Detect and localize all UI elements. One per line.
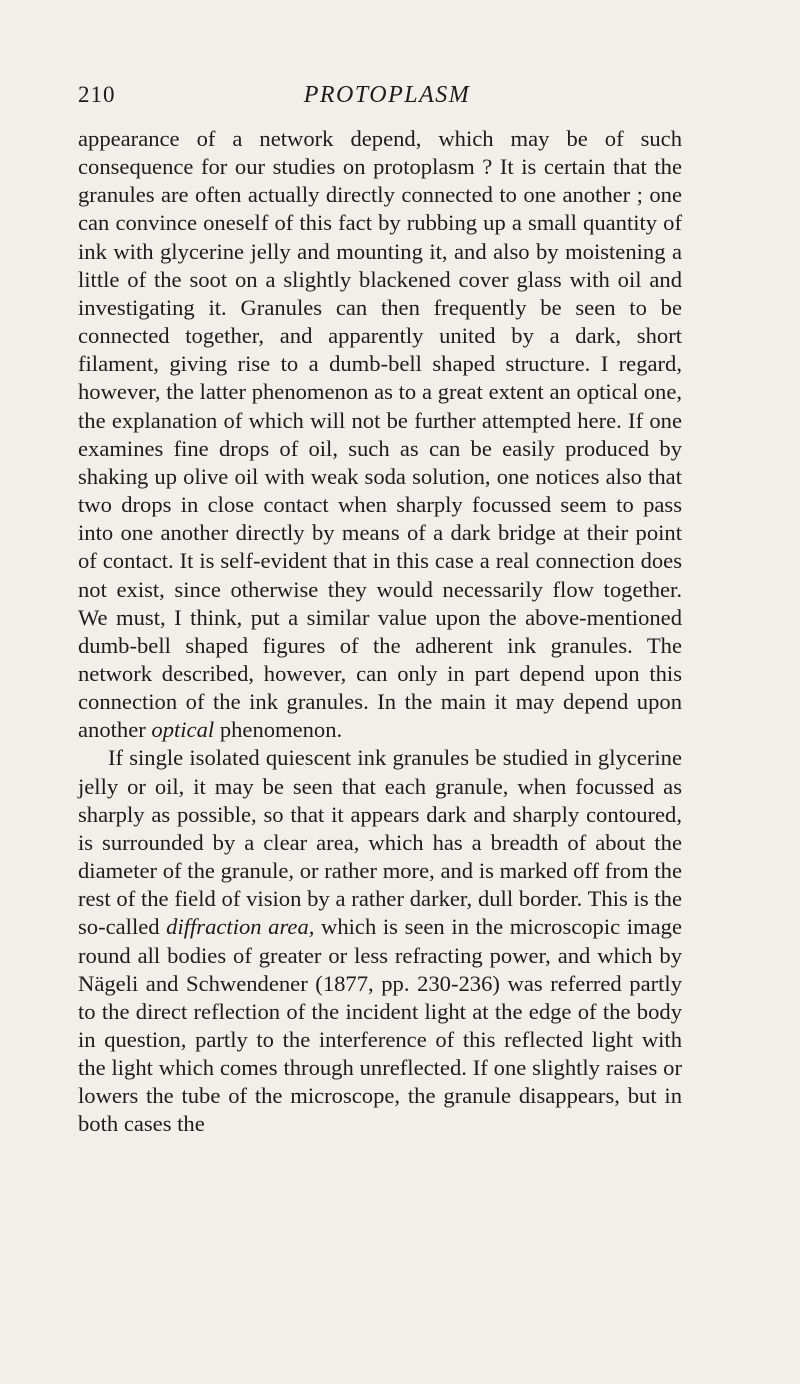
paragraph-2 [78, 744, 682, 1138]
paragraph-1-emphasis: optical [151, 717, 215, 743]
body-text [78, 125, 682, 1139]
paragraph-1-text-a: appearance of a network depend, which may be of such consequence for our studies on protoplasm ? It is certain that the granules are often actually directly connected to one another ; one can convince oneself of this fact by rubbing up a small quantity of ink with glycerine jelly and mounting it, and also by moistening a little of the soot on a slightly blackened cover glass with oil and investigating it. Granules can then frequently be seen to be connected together, and apparently united by a dark, short filament, giving rise to a dumb-bell shaped structure. I regard, however, the latter phenomenon as to a great extent an optical one, the explanation of which will not be further attempted here. If one examines fine drops of oil, such as can be easily produced by shaking up olive oil with weak soda solution, one notices also that two drops in close contact when sharply focussed seem to pass into one another directly by means of a dark bridge at their point of contact. It is self-evident that in this case a real connection does not exist, since otherwise they would necessarily flow together. We must, I think, put a similar value upon the above-mentioned dumb-bell shaped figures of the adherent ink granules. The network described, however, can only in part depend upon this connection of the ink granules. In the main it may depend upon another [78, 126, 682, 743]
running-title: PROTOPLASM [303, 82, 471, 108]
page-number: 210 [78, 82, 116, 107]
running-head [78, 82, 682, 116]
paragraph-1 [78, 125, 682, 744]
paragraph-2-text-a: If single isolated quiescent ink granules be studied in glycerine jelly or oil, it may be seen that each granule, when focussed as sharply as possible, so that it appears dark and sharply contoured, is surrounded by a clear area, which has a breadth of about the diameter of the granule, or rather more, and is marked off from the rest of the field of vision by a rather darker, dull border. This is the so-called [78, 745, 682, 940]
paragraph-2-text-b: which is seen in the microscopic image round all bodies of greater or less refracting power, and which by Nägeli and Schwendener (1877, pp. 230-236) was referred partly to the direct reflection of the incident light at the edge of the body in question, partly to the interference of this reflected light with the light which comes through unreflected. If one slightly raises or lowers the tube of the microscope, the granule disappears, but in both cases the [78, 914, 682, 1137]
paragraph-1-text-b: phenomenon. [214, 717, 343, 743]
paragraph-2-emphasis: diffraction area, [166, 914, 315, 940]
